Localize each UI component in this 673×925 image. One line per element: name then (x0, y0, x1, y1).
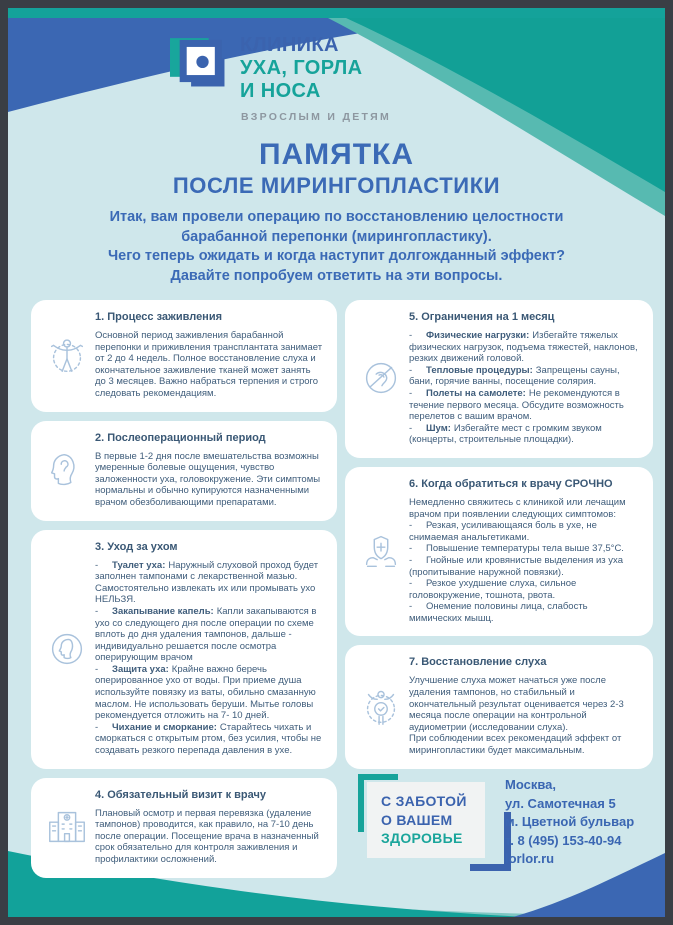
bullet-item: - Шум: Избегайте мест с громким звуком (концерты, строительные площадки). (409, 422, 602, 446)
card-doctor-visit (31, 778, 337, 878)
leaflet-page (8, 8, 665, 917)
card-title: 2. Послеоперационный период (95, 431, 266, 444)
intro-text (36, 208, 637, 286)
contact-city: Москва, (505, 777, 556, 792)
card-paragraph: При соблюдении всех рекомендаций эффект от мирингопластики будет максимальным. (409, 733, 622, 757)
badge-line1: С ЗАБОТОЙ (381, 793, 467, 810)
card-paragraph: В первые 1-2 дня после вмешательства возможны умеренные болевые ощущения, чувство заложенности уха, головокружение. Эти симптомы нормальны и обычно купируются назначенными врачом обезболивающими препаратами. (95, 450, 321, 508)
bullet-item: - Туалет уха: Наружный слуховой проход будет заполнен тампонами с лекарственной мазью. Самостоятельно извлекать их или промывать ухо НЕЛЬЗЯ. (95, 559, 319, 606)
card-ear-care (31, 530, 337, 769)
bullet-item: - Физические нагрузки: Избегайте тяжелых физических нагрузок, подъема тяжестей, наклонов, резких движений головой. (409, 330, 638, 365)
restrictions-icon (353, 311, 409, 446)
card-urgent-doctor (345, 467, 653, 637)
head-profile-icon (39, 432, 95, 509)
card-title: 7. Восстановление слуха (409, 656, 547, 669)
bullet-item: - Защита уха: Крайне важно беречь оперированное ухо от воды. При приеме душа используйте повязку из ваты, обильно смазанную маслом. Не использовать беруши. Мытье головы рекомендуется отложить на 7- 10 дней. (95, 663, 316, 722)
card-title: 4. Обязательный визит к врачу (95, 788, 266, 801)
badge-line3: ЗДОРОВЬЕ (381, 830, 463, 847)
hospital-icon (39, 789, 95, 866)
clinic-logo-text (240, 34, 363, 103)
bullet-item: - Гнойные или кровянистые выделения из уха (пропитывание наружной повязки). (409, 554, 623, 578)
card-paragraph: Основной период заживления барабанной перепонки и приживления трансплантата занимает от 2 до 4 недель. Полное восстановление слуха и окончательное заживление тканей может занять до 3 месяцев. Важно набраться терпения и строго следовать рекомендациям. (95, 330, 323, 399)
intro-line: Чего теперь ожидать и когда наступит долгожданный эффект? (107, 248, 566, 264)
logo-name-line2: УХА, ГОРЛА (240, 57, 363, 79)
contact-block (505, 776, 634, 869)
contact-street: ул. Самотечная 5 (505, 795, 616, 811)
left-column (31, 300, 337, 878)
hearing-recovery-icon (353, 656, 409, 756)
bullet-item: - Тепловые процедуры: Запрещены сауны, бани, горячие ванны, посещение солярия. (409, 364, 620, 388)
logo-name-line3: И НОСА (240, 80, 321, 102)
bullet-item: - Резкое ухудшение слуха, сильное головокружение, тошнота, рвота. (409, 578, 577, 601)
urgent-care-icon (353, 478, 409, 625)
badge-box (367, 782, 485, 858)
card-healing-process (31, 300, 337, 412)
care-badge (358, 770, 508, 872)
contact-metro: м. Цветной бульвар (505, 814, 635, 829)
card-paragraph: Плановый осмотр и первая перевязка (удаление тампонов) проводится, как правило, на 7-10 день после операции. Посещение врача в назначенный срок обязательно для контроля заживления и профилактики осложнений. (95, 807, 319, 865)
intro-line: Давайте попробуем ответить на эти вопросы. (170, 267, 503, 284)
card-restrictions (345, 300, 653, 458)
vitruvian-man-icon (39, 311, 95, 400)
card-title: 1. Процесс заживления (95, 311, 223, 323)
intro-line: барабанной перепонки (мирингопластику). (181, 228, 492, 245)
page-title: ПАМЯТКА (258, 138, 415, 171)
bullet-item: - Закапывание капель: Капли закапываются в ухо со следующего дня после операции по схеме вплоть до дня удаления тампонов, дальше - индивидуально решается после осмотра оперирующим врачом (95, 605, 317, 664)
contact-website: lorlor.ru (505, 851, 555, 866)
logo-name-line1: КЛИНИКА (240, 34, 339, 56)
bullet-item: - Повышение температуры тела выше 37,5°C. (409, 543, 624, 555)
intro-line: Итак, вам провели операцию по восстановлению целостности (109, 209, 564, 225)
contact-phone: т. 8 (495) 153-40-94 (505, 832, 622, 848)
bullet-item: - Чихание и сморкание: Старайтесь чихать и сморкаться с открытым ртом, без усилия, чтобы не создавать резкого перепада давления в ухе. (95, 721, 322, 757)
card-lead: Немедленно свяжитесь с клиникой или лечащим врачом при появлении следующих симптомов: (409, 496, 626, 520)
bullet-item: - Полеты на самолете: Не рекомендуются в течение первого месяца. Обсудите возможность перелетов с вашим врачом. (409, 387, 624, 423)
card-title: 5. Ограничения на 1 месяц (409, 311, 555, 323)
clinic-logo-icon (170, 32, 228, 90)
page-subtitle: ПОСЛЕ МИРИНГОПЛАСТИКИ (172, 173, 501, 198)
bullet-item: - Резкая, усиливающаяся боль в ухе, не снимаемая анальгетиками. (409, 520, 597, 543)
card-postop-period (31, 421, 337, 521)
badge-line2: О ВАШЕМ (381, 811, 453, 828)
ear-care-icon (39, 541, 95, 757)
card-paragraph: Улучшение слуха может начаться уже после удаления тампонов, но стабильный и окончательный результат оценивается через 2-3 месяца после операции на контрольной аудиометрии (исследовании слуха). (409, 675, 624, 733)
right-column (345, 300, 653, 769)
card-title: 3. Уход за ухом (95, 540, 178, 553)
card-title: 6. Когда обратиться к врачу СРОЧНО (409, 477, 613, 490)
card-hearing-recovery (345, 645, 653, 768)
bullet-item: - Онемение половины лица, слабость мимических мышц. (409, 601, 588, 624)
logo-tagline: ВЗРОСЛЫМ И ДЕТЯМ (241, 111, 392, 123)
